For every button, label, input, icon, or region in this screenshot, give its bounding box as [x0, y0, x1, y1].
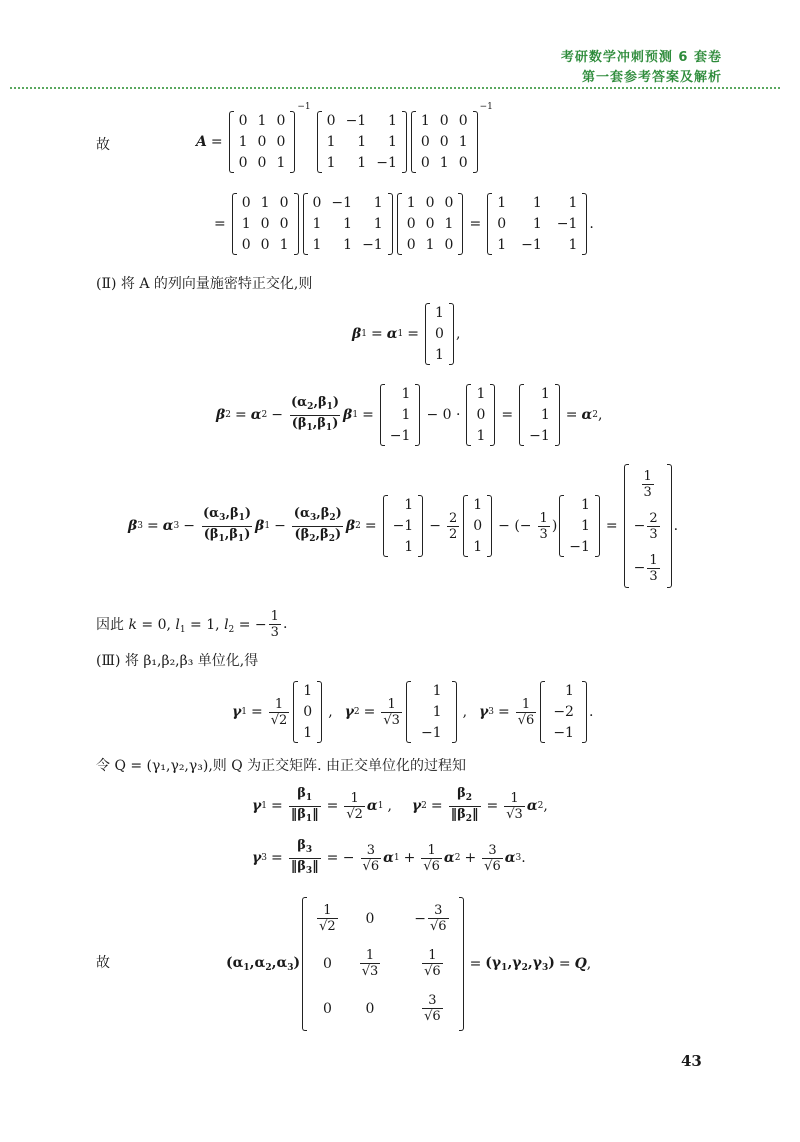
equation-A-definition: A = 0 1 0 1 0 0 0 0 1 $^{-1}$ 0 1 1 −1 1 1 1 1 −1 1 0 0 0 0 1 0 1 0 $^{-1}$: [196, 108, 493, 176]
equation-beta3: β 3 = α 3 − $\frac{(\alpha_3,\beta_1)}{(\beta_1,\beta_1)}$ β 1 − $\frac{(\alpha_3,\beta_2)}{(\beta_2,\beta_2)}$ β 2 = 1 −1 1 − $\frac{2}{2}$ 1 0 1 − (− $\frac{1}{3}$ ) 1 1 −1 = $\frac{1}{3}$ − $\frac{2}{3}$ − $\frac{1}{3}$ .: [128, 462, 678, 590]
label-gu-1: 故: [96, 137, 110, 153]
equation-beta2: β 2 = α 2 − $\frac{(\alpha_2,\beta_1)}{(\beta_1,\beta_1)}$ β 1 = 1 1 −1 − 0 · 1 0 1 = 1 1 −1 = α 2 ,: [216, 381, 602, 449]
header-subtitle: 第一套参考答案及解析: [581, 70, 722, 85]
equation-gamma-alpha-2: γ 3 = $\frac{\beta_3}{‖\beta_3‖}$ = − $\frac{3}{√6}$ α 1 + $\frac{1}{√6}$ α 2 + $\frac{3}{√6}$ α 3 .: [252, 836, 526, 880]
equation-beta1: β 1 = α 1 = 1 0 1 ,: [352, 300, 460, 368]
part2-text: (Ⅱ) 将 A 的列向量施密特正交化,则: [96, 276, 313, 292]
part3-text: (Ⅲ) 将 β₁,β₂,β₃ 单位化,得: [96, 653, 259, 669]
equation-gamma-alpha-1: γ 1 = $\frac{\beta_1}{‖\beta_1‖}$ = $\frac{1}{√2}$ α 1 , γ 2 = $\frac{\beta_2}{‖\beta_2‖}$ = $\frac{1}{√3}$ α 2 ,: [252, 784, 548, 828]
header-divider: [10, 87, 780, 89]
page-number: 43: [681, 1052, 702, 1070]
q-text: 令 Q = (γ₁,γ₂,γ₃),则 Q 为正交矩阵. 由正交单位化的过程知: [96, 758, 467, 774]
equation-A-result: = 0 1 0 1 0 0 0 0 1 0 1 1 −1 1 1 1 1 −1 1 0 0 0 0 1 0 1 0 = 1 0 1 1 1 −1 1 −1 1 .: [210, 190, 594, 258]
equation-Q-matrix: $(\alpha_1,\alpha_2,\alpha_3)$ $\frac{1}{√2}$ 0 0 0 $\frac{1}{√3}$ 0 − $\frac{3}{√6}$ $\frac{1}{√6}$ $\frac{3}{√6}$ = $(\gamma_1,\gamma_2,\gamma_3)$ = Q ,: [226, 895, 591, 1033]
label-gu-2: 故: [96, 955, 110, 971]
therefore-line: 因此 k = 0, $l_1 = 1$, $l_2$ = − $\frac{1}{3}$ .: [96, 608, 288, 640]
header-title: 考研数学冲刺预测 6 套卷: [560, 50, 722, 65]
equation-gamma: γ 1 = $\frac{1}{√2}$ 1 0 1 , γ 2 = $\frac{1}{√3}$ 1 1 −1 , γ 3 = $\frac{1}{√6}$ 1 −2 −1 .: [232, 673, 593, 751]
